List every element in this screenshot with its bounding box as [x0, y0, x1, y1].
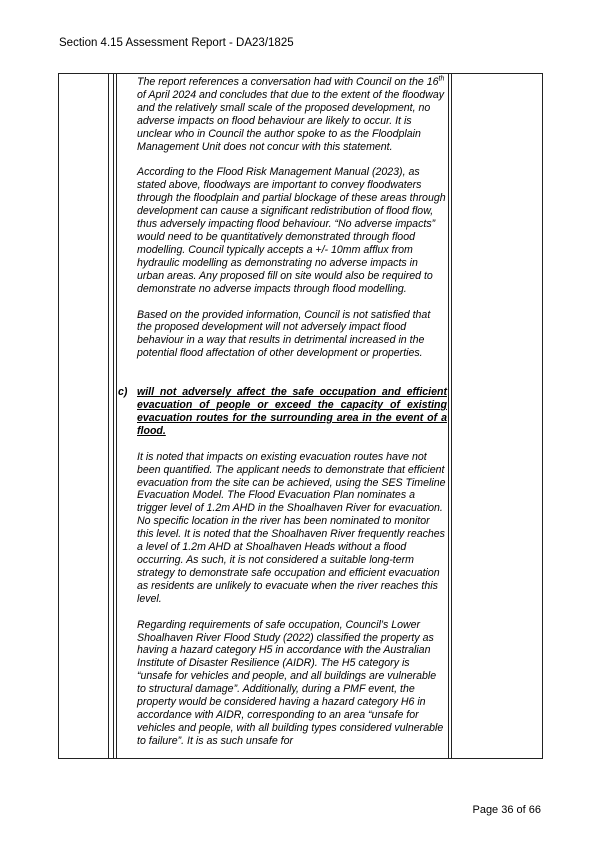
paragraph: It is noted that impacts on existing evacuation routes have not been quantified. The applicant needs to demonstrate that efficient evacuation from the site can be achieved, using the SES Timeline Evacuation Model. The Flood Evacuation Plan nominates a trigger level of 1.2m AHD in the Shoalhaven River for evacuation. No specific location in the river has been nominated to monitor this level. It is noted that the Shoalhaven River frequently reaches a level of 1.2m AHD at Shoalhaven Heads without a flood occurring. As such, it is not considered a suitable long-term strategy to demonstrate safe occupation and efficient evacuation as residents are unlikely to evacuate when the river reaches this level. [137, 450, 446, 605]
paragraph: Based on the provided information, Council is not satisfied that the proposed development will not adversely impact flood behaviour in a way that results in detrimental increased in the potential flood affectation of other development or properties. [137, 308, 431, 360]
table-column-divider [108, 73, 109, 759]
criterion-c [118, 386, 447, 748]
paragraph: Regarding requirements of safe occupation, Council’s Lower Shoalhaven River Flood Study (2022) classified the property as having a hazard category H5 in accordance with the Australian Institute of Disaster Resilience (AIDR). The H5 category is “unsafe for vehicles and people, and all buildings are vulnerable to structural damage”. Additionally, during a PMF event, the property would be considered having a hazard category H6 in accordance with AIDR, corresponding to an area “unsafe for vehicles and people, with all building types considered vulnerable to failure”. It is as such unsafe for [137, 618, 444, 747]
criterion-label: c) [118, 386, 128, 399]
criterion-heading: will not adversely affect the safe occupation and efficient evacuation of people or exceed the capacity of existing evacuation routes for the surrounding area in the event of a flood. [137, 386, 447, 437]
assessment-content [118, 75, 447, 748]
page-number: Page 36 of 66 [472, 804, 541, 816]
paragraph: The report references a conversation had with Council on the 16th of April 2024 and concludes that due to the extent of the floodway and the relatively small scale of the proposed development, no adverse impacts on flood behaviour are likely to occur. It is unclear who in Council the author spoke to as the Floodplain Management Unit does not concur with this statement. [137, 75, 445, 153]
paragraph: According to the Flood Risk Management Manual (2023), as stated above, floodways are important to convey floodwaters through the floodplain and partial blockage of these areas through development can cause a significant redistribution of flood flow, thus adversely impacting flood behaviour. “No adverse impacts” would need to be quantitatively demonstrated through flood modelling. Council typically accepts a +/- 10mm afflux from hydraulic modelling as demonstrating no adverse impacts in urban areas. Any proposed fill on site would also be required to demonstrate no adverse impacts through flood modelling. [137, 166, 446, 295]
report-header: Section 4.15 Assessment Report - DA23/1825 [59, 37, 294, 49]
